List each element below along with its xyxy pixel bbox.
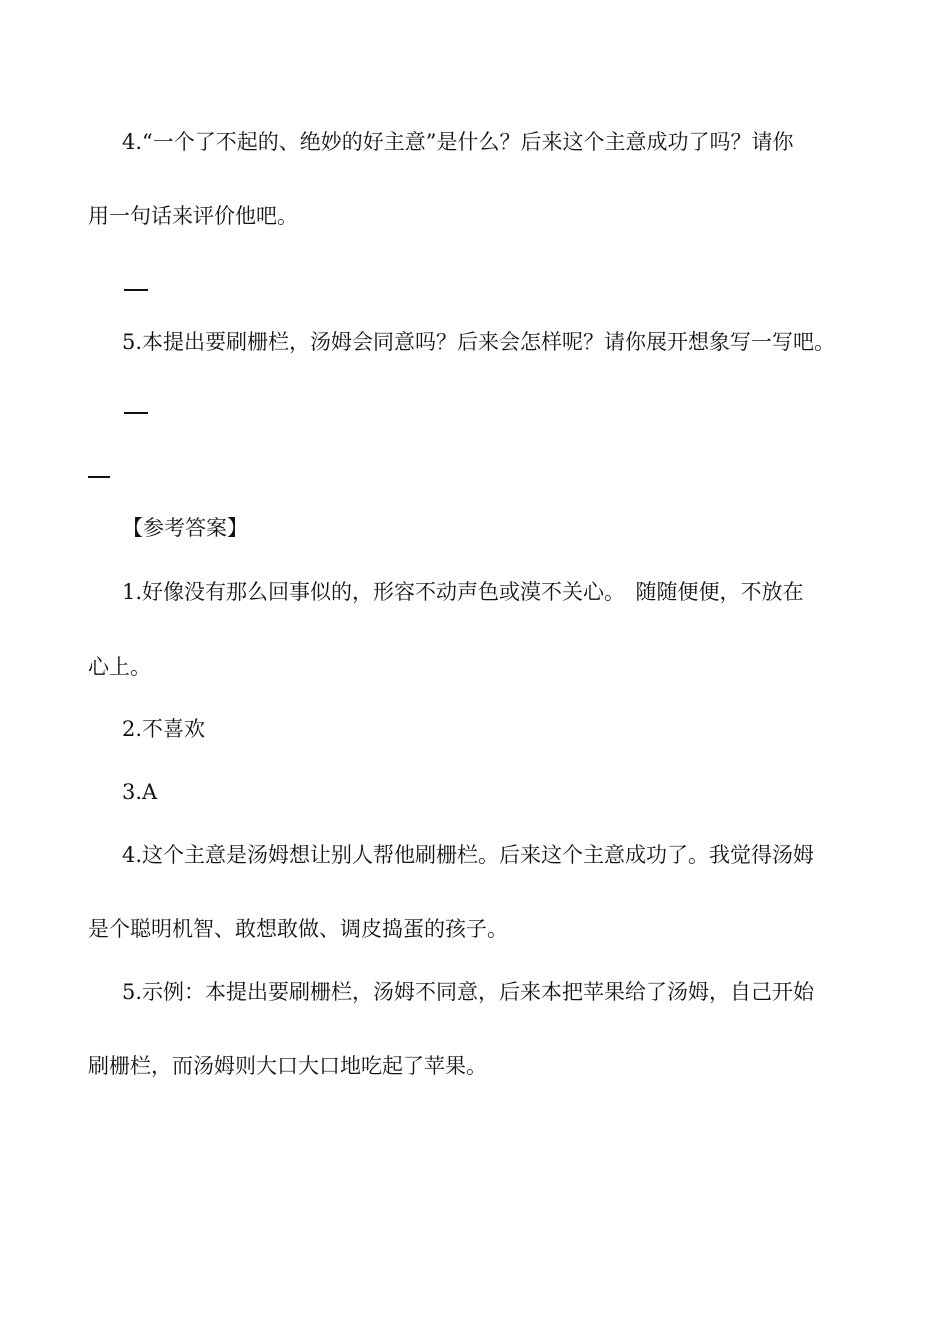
- answer-blank-line: [124, 412, 148, 414]
- answer-1-line-2: 心上。: [88, 655, 151, 679]
- question-4-line-2: 用一句话来评价他吧。: [88, 204, 298, 228]
- answer-4-line-1: 4.这个主意是汤姆想让别人帮他刷栅栏。后来这个主意成功了。我觉得汤姆: [122, 843, 815, 867]
- question-5-line-1: 5.本提出要刷栅栏，汤姆会同意吗？后来会怎样呢？请你展开想象写一写吧。: [122, 330, 836, 354]
- answer-2: 2.不喜欢: [122, 717, 206, 741]
- answer-3: 3.A: [122, 780, 158, 804]
- answer-5-line-1: 5.示例：本提出要刷栅栏，汤姆不同意，后来本把苹果给了汤姆，自己开始: [122, 980, 815, 1004]
- question-4-line-1: 4.“一个了不起的、绝妙的好主意”是什么？后来这个主意成功了吗？请你: [122, 130, 794, 154]
- answer-blank-line: [124, 289, 148, 291]
- answer-blank-line: [88, 476, 110, 478]
- answer-1-line-1: 1.好像没有那么回事似的，形容不动声色或漠不关心。 随随便便，不放在: [122, 580, 804, 604]
- answer-5-line-2: 刷栅栏，而汤姆则大口大口地吃起了苹果。: [88, 1054, 487, 1078]
- answer-4-line-2: 是个聪明机智、敢想敢做、调皮捣蛋的孩子。: [88, 917, 508, 941]
- answer-key-heading: 【参考答案】: [122, 516, 248, 540]
